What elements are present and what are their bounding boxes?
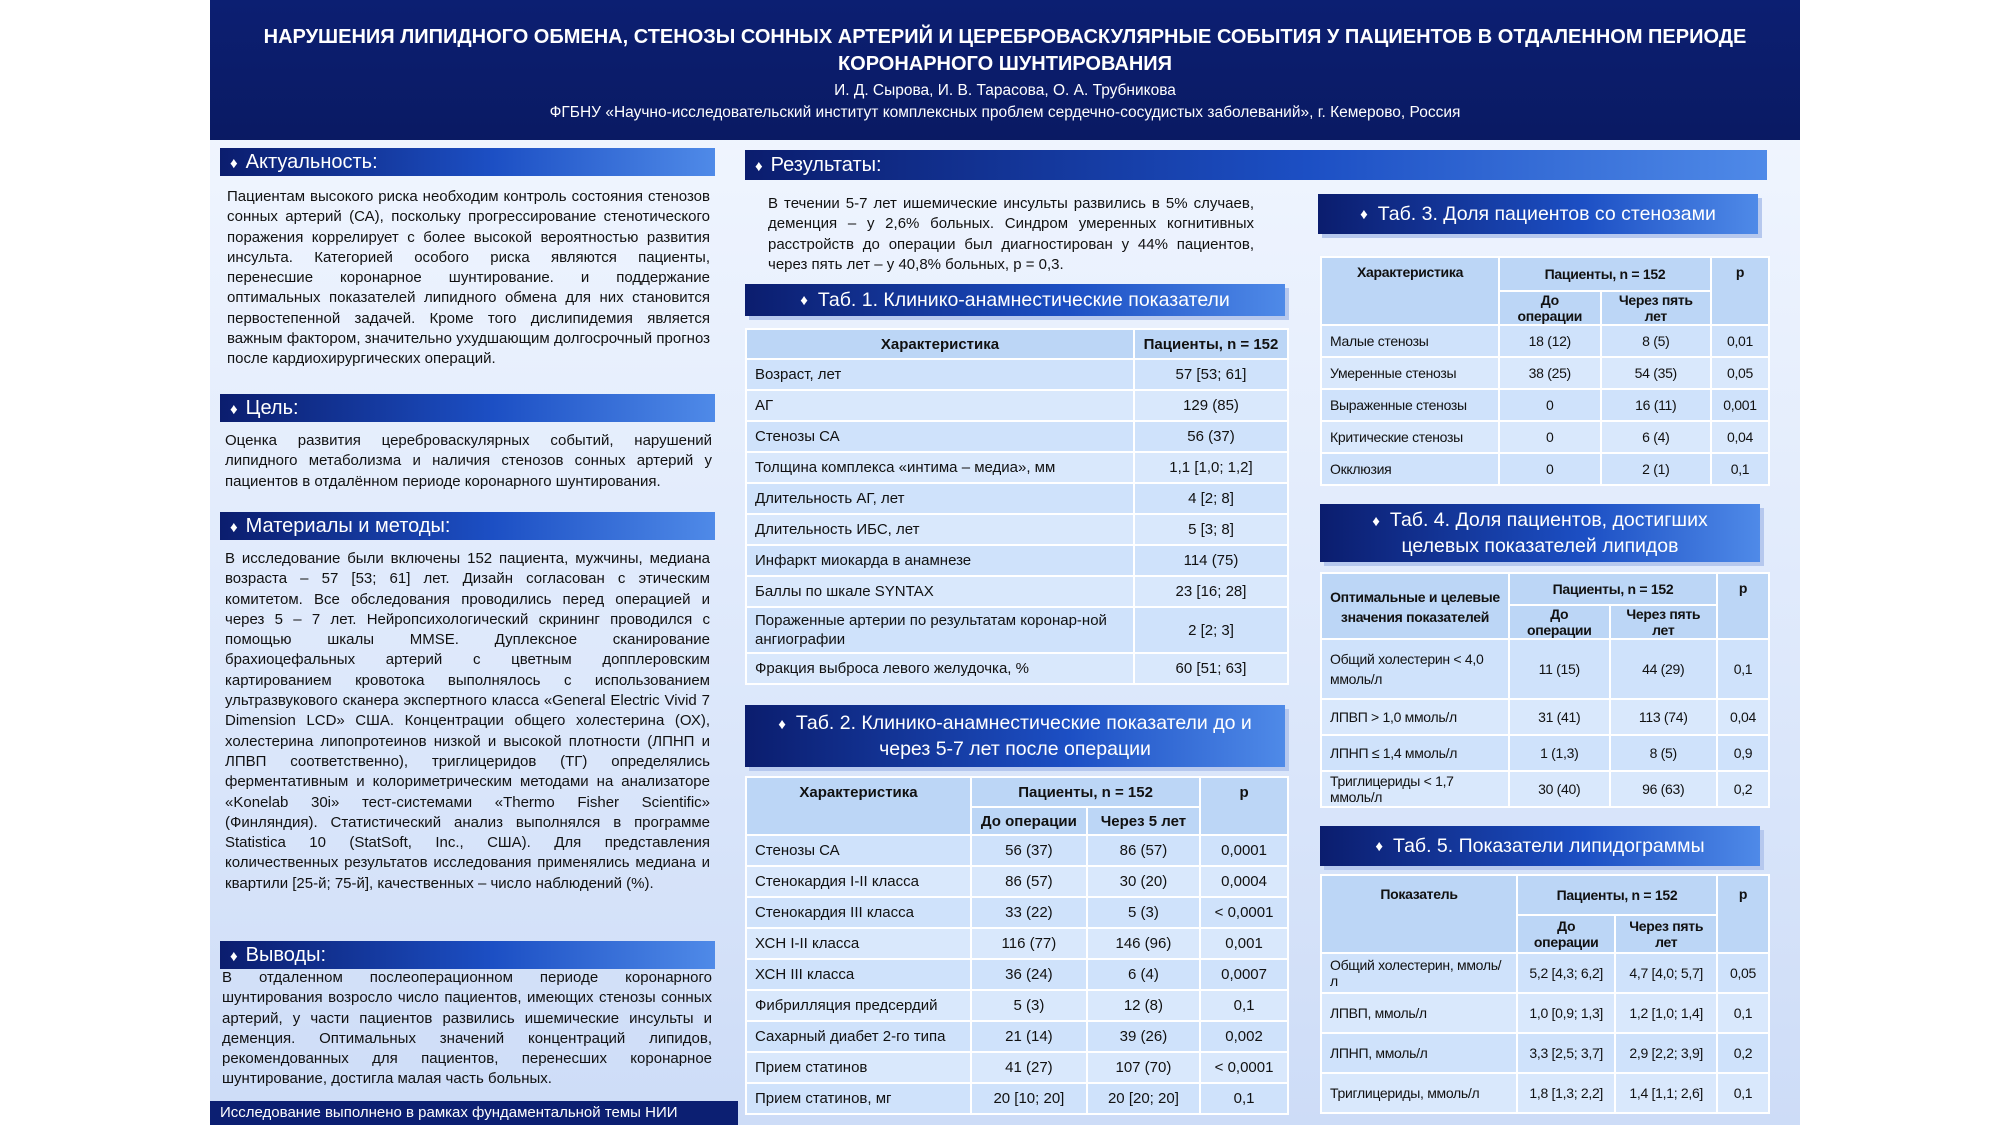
table3-header-0: Характеристика (1321, 257, 1499, 325)
table-cell-label: Длительность ИБС, лет (746, 514, 1134, 545)
table-cell-value: 0 (1499, 453, 1601, 485)
table1 (745, 328, 1289, 685)
table-row (1321, 421, 1769, 453)
table-cell-value: 0,9 (1717, 735, 1769, 771)
section-heading-results: ♦ Результаты: (745, 150, 1767, 180)
table-cell-label: Фракция выброса левого желудочка, % (746, 653, 1134, 684)
table-cell-label: ХСН III класса (746, 959, 971, 990)
table-row (1321, 993, 1769, 1033)
section-heading-methods: ♦ Материалы и методы: (220, 512, 715, 540)
table3-header-2: р (1711, 257, 1769, 325)
table-cell-value: 18 (12) (1499, 325, 1601, 357)
table-cell-label: Общий холестерин < 4,0 ммоль/л (1321, 639, 1509, 699)
table-cell-label: Общий холестерин, ммоль/л (1321, 953, 1517, 993)
table-cell-value: 12 (8) (1087, 990, 1200, 1021)
table-cell-value: 116 (77) (971, 928, 1087, 959)
table-cell-value: 38 (25) (1499, 357, 1601, 389)
table-row (746, 897, 1288, 928)
table-cell-value: 0,0004 (1200, 866, 1288, 897)
table3 (1320, 256, 1770, 486)
table2-title: ♦ Таб. 2. Клинико-анамнестические показатели до и через 5-7 лет после операции (745, 705, 1285, 767)
table4-header-0: Оптимальные и целевые значения показателей (1321, 573, 1509, 639)
table-cell-value: 30 (20) (1087, 866, 1200, 897)
aim-text: Оценка развития цереброваскулярных событий, нарушений липидного метаболизма и наличия стенозов сонных артерий у пациентов в отдалённом периоде коронарного шунтирования. (225, 432, 712, 490)
table-row (746, 959, 1288, 990)
table-cell-label: Стенокардия I-II класса (746, 866, 971, 897)
table-cell-label: Стенокардия III класса (746, 897, 971, 928)
table-cell-value: 2,9 [2,2; 3,9] (1615, 1033, 1717, 1073)
table-row (746, 866, 1288, 897)
table-cell-value: 5 (3) (971, 990, 1087, 1021)
diamond-icon: ♦ (230, 519, 238, 536)
diamond-icon: ♦ (230, 401, 238, 418)
table1-title: ♦ Таб. 1. Клинико-анамнестические показатели (745, 284, 1285, 316)
table-cell-value: 1,8 [1,3; 2,2] (1517, 1073, 1615, 1113)
table5-title: ♦ Таб. 5. Показатели липидограммы (1320, 826, 1760, 866)
section-heading-relevance: ♦ Актуальность: (220, 148, 715, 176)
table5-header-1: Пациенты, n = 152 (1517, 875, 1717, 915)
poster-authors: И. Д. Сырова, И. В. Тарасова, О. А. Трубникова (834, 82, 1176, 99)
table-cell-label: ХСН I-II класса (746, 928, 971, 959)
table4-header-1: Пациенты, n = 152 (1509, 573, 1717, 605)
table4 (1320, 572, 1770, 808)
table3-subheader-1: Через пять лет (1601, 291, 1711, 325)
table-cell-value: < 0,0001 (1200, 897, 1288, 928)
table-cell-value: 114 (75) (1134, 545, 1288, 576)
table-cell-value: 0,0001 (1200, 835, 1288, 866)
table-cell-value: 1,2 [1,0; 1,4] (1615, 993, 1717, 1033)
table-cell-value: 20 [20; 20] (1087, 1083, 1200, 1114)
table-cell-value: 4,7 [4,0; 5,7] (1615, 953, 1717, 993)
table-row (746, 1052, 1288, 1083)
table-cell-label: ЛПНП ≤ 1,4 ммоль/л (1321, 735, 1509, 771)
table-cell-label: Триглицериды, ммоль/л (1321, 1073, 1517, 1113)
table1-header-1: Пациенты, n = 152 (1134, 329, 1288, 359)
table-cell-label: Триглицериды < 1,7 ммоль/л (1321, 771, 1509, 807)
table-cell-value: 86 (57) (971, 866, 1087, 897)
table-row (746, 359, 1288, 390)
diamond-icon: ♦ (1375, 837, 1384, 855)
table-row (746, 928, 1288, 959)
table2-subheader-0: До операции (971, 807, 1087, 835)
diamond-icon: ♦ (755, 158, 763, 175)
table-cell-value: 96 (63) (1610, 771, 1717, 807)
diamond-icon: ♦ (800, 291, 808, 309)
table-cell-value: 129 (85) (1134, 390, 1288, 421)
table-cell-value: 6 (4) (1087, 959, 1200, 990)
table-cell-value: 1,1 [1,0; 1,2] (1134, 452, 1288, 483)
table-cell-value: 21 (14) (971, 1021, 1087, 1052)
table-row (1321, 389, 1769, 421)
table4-subheader-1: Через пять лет (1610, 605, 1717, 639)
diamond-icon: ♦ (1360, 205, 1368, 223)
table-cell-value: 56 (37) (971, 835, 1087, 866)
table-cell-value: 146 (96) (1087, 928, 1200, 959)
methods-text: В исследование были включены 152 пациента, мужчины, медиана возраста – 57 [53; 61] лет. Дизайн согласован с этическим комитетом. Все обследования проводились перед операцией и через 5 – 7 лет. Нейропсихологический скрининг проводился с помощью шкалы MMSE. Дуплексное сканирование брахиоцефальных артерий с цветным допплеровским картированием кровотока выполнялось с использованием ультразвукового сканера экспертного класса «General Electric Vivid 7 Dimension LCD» США. Концентрации общего холестерина (ОХ), холестерина липопротеинов низкой и высокой плотности (ЛПНП и ЛПВП соответственно), триглицеридов (ТГ) определялись ферментативным и колориметрическим методами на анализаторе «Konelab 30i» тест-системами «Thermo Fisher Scientific» (Финляндия). Статистический анализ выполнялся в программе Statistica 10 (StatSoft, Inc., США). Для представления количественных результатов исследования применялись медиана и квартили [25-й; 75-й], качественных – число наблюдений (%). (225, 550, 710, 892)
table-row (1321, 453, 1769, 485)
table-cell-value: 30 (40) (1509, 771, 1610, 807)
table-cell-value: 0,1 (1711, 453, 1769, 485)
table-cell-label: Умеренные стенозы (1321, 357, 1499, 389)
table-cell-label: Прием статинов, мг (746, 1083, 971, 1114)
section-heading-aim: ♦ Цель: (220, 394, 715, 422)
table-row (1321, 699, 1769, 735)
table-cell-value: 5,2 [4,3; 6,2] (1517, 953, 1615, 993)
table-cell-value: 0,001 (1711, 389, 1769, 421)
poster-title: НАРУШЕНИЯ ЛИПИДНОГО ОБМЕНА, СТЕНОЗЫ СОННЫХ АРТЕРИЙ И ЦЕРЕБРОВАСКУЛЯРНЫЕ СОБЫТИЯ У ПАЦИЕНТОВ В ОТДАЛЕННОМ ПЕРИОДЕ КОРОНАРНОГО ШУНТИРОВАНИЯ (263, 26, 1747, 75)
table-cell-value: 1 (1,3) (1509, 735, 1610, 771)
table5-header-0: Показатель (1321, 875, 1517, 953)
table-cell-value: 4 [2; 8] (1134, 483, 1288, 514)
table-cell-label: ЛПВП > 1,0 ммоль/л (1321, 699, 1509, 735)
table-cell-value: 0,01 (1711, 325, 1769, 357)
poster-header (210, 0, 1800, 140)
table-row (1321, 357, 1769, 389)
table2-header-0: Характеристика (746, 777, 971, 835)
table-cell-value: 56 (37) (1134, 421, 1288, 452)
table-cell-value: 1,4 [1,1; 2,6] (1615, 1073, 1717, 1113)
table-cell-value: 41 (27) (971, 1052, 1087, 1083)
table-row (746, 452, 1288, 483)
table-cell-value: 3,3 [2,5; 3,7] (1517, 1033, 1615, 1073)
table-cell-value: 5 (3) (1087, 897, 1200, 928)
table-cell-value: 0,1 (1717, 993, 1769, 1033)
table-cell-value: 2 (1) (1601, 453, 1711, 485)
table-cell-value: 11 (15) (1509, 639, 1610, 699)
table-row (746, 607, 1288, 653)
table-row (746, 421, 1288, 452)
table-cell-value: 20 [10; 20] (971, 1083, 1087, 1114)
table-cell-value: 0,1 (1717, 1073, 1769, 1113)
table-cell-label: Прием статинов (746, 1052, 971, 1083)
table-cell-label: ЛПНП, ммоль/л (1321, 1033, 1517, 1073)
table-cell-value: 113 (74) (1610, 699, 1717, 735)
table-cell-label: ЛПВП, ммоль/л (1321, 993, 1517, 1033)
table-row (1321, 771, 1769, 807)
table-row (746, 390, 1288, 421)
table4-header-2: р (1717, 573, 1769, 639)
table-row (1321, 735, 1769, 771)
table-row (746, 514, 1288, 545)
table-cell-value: 0,1 (1200, 1083, 1288, 1114)
table-cell-value: 0,04 (1717, 699, 1769, 735)
table-cell-value: 31 (41) (1509, 699, 1610, 735)
table-cell-value: < 0,0001 (1200, 1052, 1288, 1083)
table-row (1321, 953, 1769, 993)
table-cell-value: 33 (22) (971, 897, 1087, 928)
table-cell-value: 0,2 (1717, 771, 1769, 807)
table-cell-value: 6 (4) (1601, 421, 1711, 453)
table-cell-label: АГ (746, 390, 1134, 421)
results-text: В течении 5-7 лет ишемические инсульты развились в 5% случаев, деменция – у 2,6% больных. Синдром умеренных когнитивных расстройств до операции был диагностирован у 44% пациентов, через пять лет – у 40,8% больных, р = 0,3. (768, 195, 1254, 273)
table-cell-label: Окклюзия (1321, 453, 1499, 485)
table-cell-label: Стенозы СА (746, 835, 971, 866)
table-row (1321, 1033, 1769, 1073)
table-row (1321, 325, 1769, 357)
table-cell-label: Баллы по шкале SYNTAX (746, 576, 1134, 607)
diamond-icon: ♦ (1372, 512, 1380, 530)
table-cell-value: 0 (1499, 421, 1601, 453)
table-row (746, 1021, 1288, 1052)
table-cell-value: 0,1 (1200, 990, 1288, 1021)
poster (210, 0, 1800, 1125)
table4-title: ♦ Таб. 4. Доля пациентов, достигших целевых показателей липидов (1320, 504, 1760, 562)
table3-title: ♦ Таб. 3. Доля пациентов со стенозами (1318, 194, 1758, 234)
table-cell-value: 0 (1499, 389, 1601, 421)
table-cell-value: 44 (29) (1610, 639, 1717, 699)
table-cell-label: Критические стенозы (1321, 421, 1499, 453)
table-cell-label: Стенозы СА (746, 421, 1134, 452)
table2-header-2: р (1200, 777, 1288, 835)
table5-subheader-0: До операции (1517, 915, 1615, 953)
table-cell-label: Толщина комплекса «интима – медиа», мм (746, 452, 1134, 483)
table-cell-label: Пораженные артерии по результатам коронар-ной ангиографии (746, 607, 1134, 653)
table-cell-value: 0,0007 (1200, 959, 1288, 990)
table-cell-value: 0,05 (1717, 953, 1769, 993)
table5-header-2: р (1717, 875, 1769, 953)
table-cell-value: 8 (5) (1601, 325, 1711, 357)
table-cell-value: 0,05 (1711, 357, 1769, 389)
table-cell-value: 0,1 (1717, 639, 1769, 699)
table-cell-value: 107 (70) (1087, 1052, 1200, 1083)
table-cell-label: Инфаркт миокарда в анамнезе (746, 545, 1134, 576)
table-cell-value: 5 [3; 8] (1134, 514, 1288, 545)
table-cell-value: 8 (5) (1610, 735, 1717, 771)
table-row (746, 835, 1288, 866)
table-cell-value: 54 (35) (1601, 357, 1711, 389)
footer-note: Исследование выполнено в рамках фундаментальной темы НИИ (210, 1101, 738, 1125)
table-cell-label: Выраженные стенозы (1321, 389, 1499, 421)
table-row (746, 545, 1288, 576)
table-row (746, 990, 1288, 1021)
poster-affiliation: ФГБНУ «Научно-исследовательский институт комплексных проблем сердечно-сосудистых заболеваний», г. Кемерово, Россия (549, 104, 1461, 121)
table-cell-value: 16 (11) (1601, 389, 1711, 421)
table-row (746, 653, 1288, 684)
table-cell-label: Малые стенозы (1321, 325, 1499, 357)
table2-subheader-1: Через 5 лет (1087, 807, 1200, 835)
table-cell-label: Возраст, лет (746, 359, 1134, 390)
table-cell-label: Длительность АГ, лет (746, 483, 1134, 514)
diamond-icon: ♦ (230, 948, 238, 965)
table-cell-value: 23 [16; 28] (1134, 576, 1288, 607)
diamond-icon: ♦ (778, 715, 786, 733)
table5-subheader-1: Через пять лет (1615, 915, 1717, 953)
table-cell-value: 60 [51; 63] (1134, 653, 1288, 684)
table5 (1320, 874, 1770, 1114)
table-cell-value: 1,0 [0,9; 1,3] (1517, 993, 1615, 1033)
table-cell-value: 0,001 (1200, 928, 1288, 959)
table-row (746, 576, 1288, 607)
section-heading-conclusions: ♦ Выводы: (220, 941, 715, 969)
table-cell-value: 36 (24) (971, 959, 1087, 990)
table2-header-1: Пациенты, n = 152 (971, 777, 1200, 807)
table4-subheader-0: До операции (1509, 605, 1610, 639)
relevance-text: Пациентам высокого риска необходим контроль состояния стенозов сонных артерий (СА), поскольку прогрессирование стенотического поражения коррелирует с более высокой вероятностью развития инсульта. Категорией особого риска являются пациенты, перенесшие коронарное шунтирование. и поддержание оптимальных показателей липидного обмена для них становится первостепенной задачей. Кроме того дислипидемия является важным фактором, значительно ухудшающим долгосрочный прогноз после кардиохирургических операций. (227, 188, 710, 368)
table-row (746, 483, 1288, 514)
table-cell-value: 39 (26) (1087, 1021, 1200, 1052)
table3-subheader-0: До операции (1499, 291, 1601, 325)
table-cell-value: 0,04 (1711, 421, 1769, 453)
table-cell-value: 0,002 (1200, 1021, 1288, 1052)
table2 (745, 776, 1289, 1115)
conclusions-text: В отдаленном послеоперационном периоде коронарного шунтирования возросло число пациентов, имеющих стенозы сонных артерий, у части пациентов развились ишемические инсульты и деменция. Оптимальных значений концентраций липидов, рекомендованных для пациентов, перенесших коронарное шунтирование, достигла малая часть больных. (222, 969, 712, 1088)
table-cell-value: 86 (57) (1087, 835, 1200, 866)
table-cell-value: 2 [2; 3] (1134, 607, 1288, 653)
diamond-icon: ♦ (230, 155, 238, 172)
table-cell-value: 0,2 (1717, 1033, 1769, 1073)
table-cell-label: Фибрилляция предсердий (746, 990, 971, 1021)
table-row (1321, 1073, 1769, 1113)
table3-header-1: Пациенты, n = 152 (1499, 257, 1711, 291)
table-cell-label: Сахарный диабет 2-го типа (746, 1021, 971, 1052)
table-row (746, 1083, 1288, 1114)
table-row (1321, 639, 1769, 699)
table-cell-value: 57 [53; 61] (1134, 359, 1288, 390)
table1-header-0: Характеристика (746, 329, 1134, 359)
